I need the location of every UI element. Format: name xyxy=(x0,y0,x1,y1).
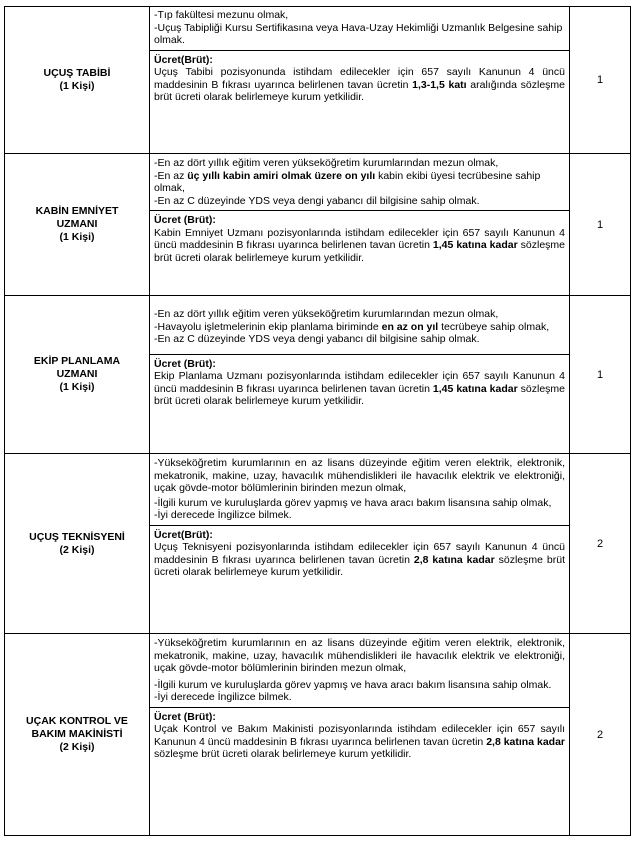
salary-block xyxy=(150,355,569,412)
table-row xyxy=(5,154,631,296)
requirement-item: -İyi derecede İngilizce bilmek. xyxy=(154,691,292,703)
salary-heading: Ücret (Brüt): xyxy=(154,214,216,226)
requirement-item: -En az dört yıllık eğitim veren yükseköğretim kurumlarından mezun olmak, xyxy=(154,157,499,169)
position-count: 1 xyxy=(570,296,631,454)
requirement-part: kabin ekibi üyesi tecrübesine sahip olmak, xyxy=(154,169,541,194)
salary-heading: Ücret (Brüt): xyxy=(154,357,216,370)
requirement-bold: üç yıllı kabin amiri olmak üzere on yılı xyxy=(187,169,376,182)
salary-text xyxy=(154,370,565,408)
requirements-cell xyxy=(150,7,570,154)
table-row xyxy=(5,7,631,154)
salary-text-part: aralığında sözleşme brüt ücreti olarak belirlemeye kurum yetkilidir. xyxy=(154,78,565,103)
position-title-cell xyxy=(5,454,150,634)
salary-text-bold: 1,45 katına kadar xyxy=(432,382,518,395)
requirement-part: -Havayolu işletmelerinin ekip planlama biriminde xyxy=(154,320,382,333)
requirements-cell xyxy=(150,634,570,836)
position-title-line: KABİN EMNİYET xyxy=(35,205,119,217)
salary-heading: Ücret(Brüt): xyxy=(154,53,213,66)
positions-table xyxy=(4,6,631,836)
requirements-cell xyxy=(150,296,570,454)
requirement-item: -İlgili kurum ve kuruluşlarda görev yapmış ve hava aracı bakım lisansına sahip olmak, xyxy=(154,496,552,509)
position-count: 2 xyxy=(570,634,631,836)
salary-block xyxy=(150,51,569,108)
position-title-line: UZMANI xyxy=(56,218,98,230)
requirement-item: -Yükseköğretim kurumlarının en az lisans düzeyinde eğitim veren elektrik, elektronik, mekatronik, makine, uzay, havacılık mühendislikleri ile havacılık elektrik ve elektroniği, uçak gövde-motor bölümlerinin birinden mezun olmak, xyxy=(154,457,565,494)
requirements-block xyxy=(150,154,569,211)
salary-text xyxy=(154,541,565,579)
salary-text-part: sözleşme brüt ücreti olarak belirlemeye kurum yetkilidir. xyxy=(154,382,565,407)
salary-text-part: Ekip Planlama Uzmanı pozisyonlarında istihdam edilecekler için 657 sayılı Kanunun 4 üncü maddesinin B fıkrası uyarınca belirlenen tavan ücretin xyxy=(154,370,565,395)
table-row xyxy=(5,634,631,836)
position-title-line: EKİP PLANLAMA xyxy=(33,355,121,367)
position-title-line: BAKIM MAKİNİSTİ xyxy=(31,728,123,740)
requirement-item: -İyi derecede İngilizce bilmek. xyxy=(154,509,292,521)
salary-text-part: Uçak Kontrol ve Bakım Makinisti pozisyonlarında istihdam edilecekler için 657 sayılı Kanunun 4 üncü maddesinin B fıkrası uyarınca belirlenen tavan ücretin xyxy=(154,723,565,748)
requirement-part: -En az xyxy=(154,169,188,182)
salary-text-bold: 1,3-1,5 katı xyxy=(412,78,467,91)
requirements-block xyxy=(150,454,569,526)
salary-heading: Ücret(Brüt): xyxy=(154,528,213,541)
position-title-cell xyxy=(5,154,150,296)
salary-text-bold: 2,8 katına kadar xyxy=(486,735,565,748)
salary-text-part: sözleşme brüt ücreti olarak belirlemeye kurum yetkilidir. xyxy=(154,553,566,578)
salary-text xyxy=(154,66,565,104)
salary-text-part: sözleşme brüt ücreti olarak belirlemeye kurum yetkilidir. xyxy=(154,239,565,264)
salary-text-part: Uçuş Tabibi pozisyonunda istihdam edilecekler için 657 sayılı Kanunun 4 üncü maddesinin B fıkrası uyarınca belirlenen tavan ücretin xyxy=(154,66,565,91)
table-row xyxy=(5,454,631,634)
table-row xyxy=(5,296,631,454)
salary-block xyxy=(150,526,569,583)
position-count: 1 xyxy=(570,7,631,154)
position-title: UÇUŞ TABİBİ xyxy=(43,67,111,79)
salary-heading: Ücret (Brüt): xyxy=(154,710,216,723)
requirement-item: -Uçuş Tabipliği Kursu Sertifikasına veya Hava-Uzay Hekimliği Uzmanlık Belgesine sahip olmak. xyxy=(154,21,563,46)
requirement-item: -En az C düzeyinde YDS veya dengi yabancı dil bilgisine sahip olmak. xyxy=(154,333,480,345)
position-title-cell xyxy=(5,296,150,454)
requirement-item: -En az dört yıllık eğitim veren yükseköğretim kurumlarından mezun olmak, xyxy=(154,308,499,320)
requirements-block xyxy=(150,296,569,355)
requirements-block xyxy=(150,7,569,51)
salary-text-bold: 2,8 katına kadar xyxy=(413,553,495,566)
salary-block xyxy=(150,211,569,268)
requirement-item xyxy=(154,321,565,334)
requirement-bold: en az on yıl xyxy=(381,320,439,333)
position-count: 2 xyxy=(570,454,631,634)
position-title-cell xyxy=(5,7,150,154)
position-quota: (2 Kişi) xyxy=(59,543,95,556)
requirements-cell xyxy=(150,454,570,634)
position-count: 1 xyxy=(570,154,631,296)
position-title-line: UZMANI xyxy=(56,368,98,380)
salary-block xyxy=(150,708,569,765)
requirement-item: -Yükseköğretim kurumlarının en az lisans düzeyinde eğitim veren elektrik, elektronik, mekatronik, makine, uzay, havacılık mühendislikleri ile havacılık elektrik ve elektroniği, uçak gövde-motor bölümlerinin birinden mezun olmak, xyxy=(154,637,565,674)
position-quota: (1 Kişi) xyxy=(59,381,95,393)
position-quota: (1 Kişi) xyxy=(59,231,95,243)
requirements-block xyxy=(150,634,569,708)
position-quota: (1 Kişi) xyxy=(59,80,95,92)
salary-text xyxy=(154,227,565,265)
requirement-item: -Tıp fakültesi mezunu olmak, xyxy=(154,9,289,21)
position-title-line: UÇAK KONTROL VE xyxy=(26,715,128,727)
salary-text-bold: 1,45 katına kadar xyxy=(432,239,518,251)
salary-text-part: Kabin Emniyet Uzmanı pozisyonlarında istihdam edilecekler için 657 sayılı Kanunun 4 üncü maddesinin B fıkrası uyarınca belirlenen tavan ücretin xyxy=(154,226,565,251)
requirement-item: -En az C düzeyinde YDS veya dengi yabancı dil bilgisine sahip olmak. xyxy=(154,194,480,207)
requirement-item: -İlgili kurum ve kuruluşlarda görev yapmış ve hava aracı bakım lisansına sahip olmak. xyxy=(154,678,552,691)
salary-text xyxy=(154,723,565,761)
requirement-part: tecrübeye sahip olmak, xyxy=(438,320,550,333)
salary-text-part: Uçuş Teknisyeni pozisyonlarında istihdam edilecekler için 657 sayılı Kanunun 4 üncü maddesinin B fıkrası uyarınca belirlenen tavan ücretin xyxy=(154,541,565,566)
position-title-cell xyxy=(5,634,150,836)
requirements-cell xyxy=(150,154,570,296)
requirement-item xyxy=(154,170,565,195)
position-title: UÇUŞ TEKNİSYENİ xyxy=(29,530,125,543)
salary-text-part: sözleşme brüt ücreti olarak belirlemeye kurum yetkilidir. xyxy=(154,748,412,760)
position-quota: (2 Kişi) xyxy=(59,741,95,753)
